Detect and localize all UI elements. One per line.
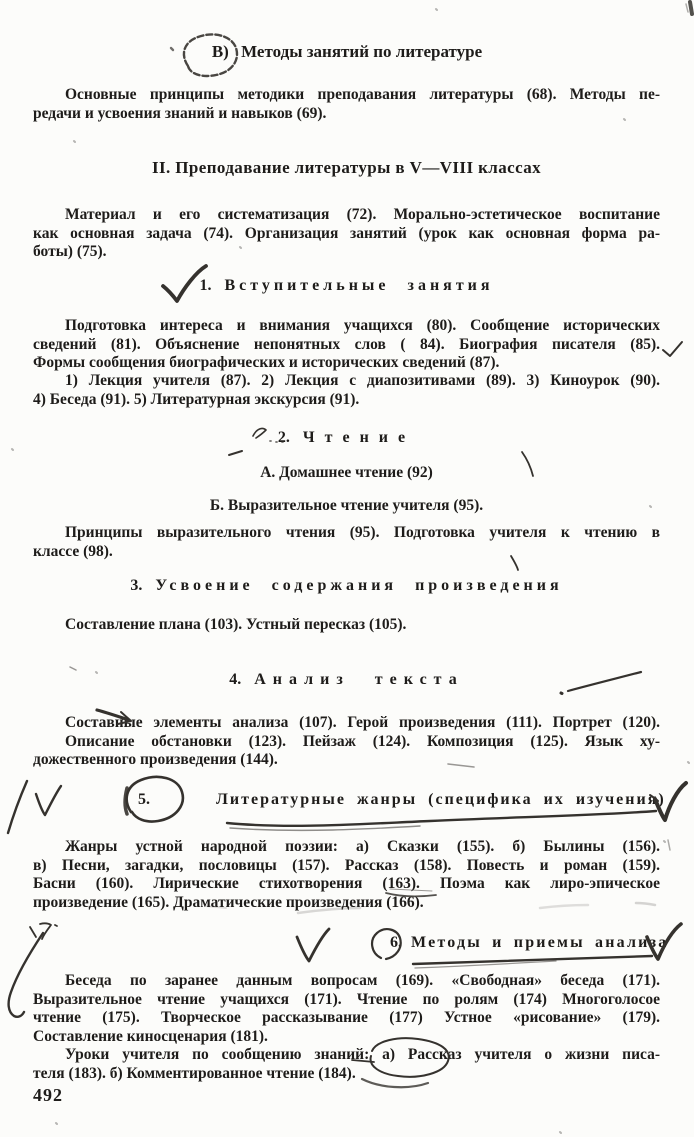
subheading-b-expressive-reading (33, 497, 660, 515)
section-heading-2 (33, 429, 660, 447)
text-line: Составление киносценария (181). (33, 1027, 268, 1045)
heading-1-number: 1. (199, 277, 212, 294)
page-number: 492 (33, 1085, 63, 1105)
text-line: теля (183). б) Комментированное чтение (184). (33, 1064, 356, 1082)
text-line: чтение (175). Творческое рассказывание (177) Устное «рисование» (179). (33, 1009, 660, 1026)
heading-4-title: Анализ текста (254, 671, 464, 688)
paragraph-lecture-types (33, 372, 660, 409)
subheading-a-title: А. Домашнее чтение (92) (260, 464, 433, 481)
text-line: как основная задача (74). Организация занятий (урок как основная форма ра- (33, 224, 660, 242)
text-line: Басни (160). Лирические стихотворения (163). Поэма как лиро-эпическое (33, 875, 660, 892)
heading-b-label: В) (211, 42, 229, 61)
text-line: Уроки учителя по сообщению знаний: а) Рассказ учителя о жизни писа- (65, 1046, 660, 1063)
paragraph-teacher-lessons (33, 1046, 660, 1083)
subheading-b-title: Б. Выразительное чтение учителя (95). (209, 497, 484, 514)
text-line: Принципы выразительного чтения (95). Подготовка учителя к чтению в (65, 524, 660, 541)
corner-smudge (686, 2, 692, 14)
paragraph-material (33, 206, 660, 262)
text-line: Жанры устной народной поэзии: а) Сказки (155). б) Былины (156). (65, 838, 660, 855)
heading-b-title: Методы занятий по литературе (241, 42, 483, 61)
paragraph-conversation-methods (33, 972, 660, 1046)
section-heading-4 (33, 671, 660, 689)
pencil-checkmark-after-85 (663, 342, 682, 356)
heading-4-number: 4. (229, 671, 242, 688)
pencil-dash-subheading-a (229, 451, 242, 455)
text-line: Беседа по заранее данным вопросам (169). «Свободная» беседа (171). (65, 972, 660, 989)
pencil-margin-scribble-17 (30, 923, 57, 939)
text-line: редачи и усвоения знаний и навыков (69). (33, 104, 327, 122)
heading-6-title: Методы и приемы анализа (411, 934, 669, 951)
section-heading-5 (138, 791, 694, 809)
heading-5-title: Литературные жанры (специфика их изучения) (216, 791, 666, 808)
pencil-check-margin (36, 786, 61, 815)
heading-2-number: 2. (277, 429, 290, 446)
paragraph-introductory (33, 317, 660, 373)
heading-6-number: 6. (390, 934, 402, 951)
pencil-slash-margin (8, 781, 27, 833)
pencil-check-left (297, 929, 329, 961)
text-line: произведение (165). Драматические произведения (166). (33, 893, 424, 911)
text-line: Формы сообщения биографических и исторических сведений (87). (33, 354, 500, 371)
heading-1-title: Вступительные занятия (224, 277, 494, 294)
section-heading-1 (33, 277, 660, 295)
section-heading-ii (33, 158, 660, 178)
heading-2-title: Чтение (302, 429, 416, 446)
text-line: дожественного произведения (144). (33, 751, 278, 768)
text-line: 1) Лекция учителя (87). 2) Лекция с диапозитивами (89). 3) Киноурок (90). (65, 372, 660, 389)
subheading-a-home-reading (33, 464, 660, 482)
paragraph-reading-principles (33, 524, 660, 561)
section-heading-b (0, 42, 694, 62)
text-line: сведений (81). Объяснение непонятных слов ( 84). Биография писателя (85). (33, 335, 660, 353)
heading-5-number: 5. (138, 791, 150, 808)
heading-ii-title: II. Преподавание литературы в V—VIII классах (151, 158, 542, 177)
paragraph-analysis-elements (33, 714, 660, 770)
text-line: боты) (75). (33, 243, 107, 260)
text-line: 4) Беседа (91). 5) Литературная экскурсия (91). (33, 390, 360, 408)
text-line: классе (98). (33, 542, 113, 560)
text-line: Составление плана (103). Устный пересказ (105). (65, 616, 407, 633)
text-line: Подготовка интереса и внимания учащихся (80). Сообщение исторических (65, 317, 660, 334)
paragraph-principles (33, 86, 660, 123)
pencil-underline-section-5 (227, 811, 656, 826)
paragraph-plan-retelling (33, 616, 660, 635)
section-heading-3 (33, 577, 660, 595)
heading-3-title: Усвоение содержания произведения (155, 577, 563, 594)
text-line: Выразительное чтение учащихся (171). Чтение по ролям (174) Многоголосое (33, 990, 660, 1008)
text-line: Описание обстановки (123). Пейзаж (124). Композиция (125). Язык ху- (65, 732, 660, 750)
text-line: Материал и его систематизация (72). Морально-эстетическое воспитание (65, 206, 660, 223)
heading-3-number: 3. (130, 577, 143, 594)
section-heading-6 (390, 934, 694, 952)
text-line: в) Песни, загадки, пословицы (157). Рассказ (158). Повесть и роман (159). (33, 856, 660, 874)
text-line: Составные элементы анализа (107). Герой произведения (111). Портрет (120). (65, 714, 660, 731)
text-line: Основные принципы методики преподавания литературы (68). Методы пе- (65, 86, 660, 103)
paragraph-folk-genres (33, 838, 660, 912)
pencil-underline-section-6 (413, 956, 652, 964)
